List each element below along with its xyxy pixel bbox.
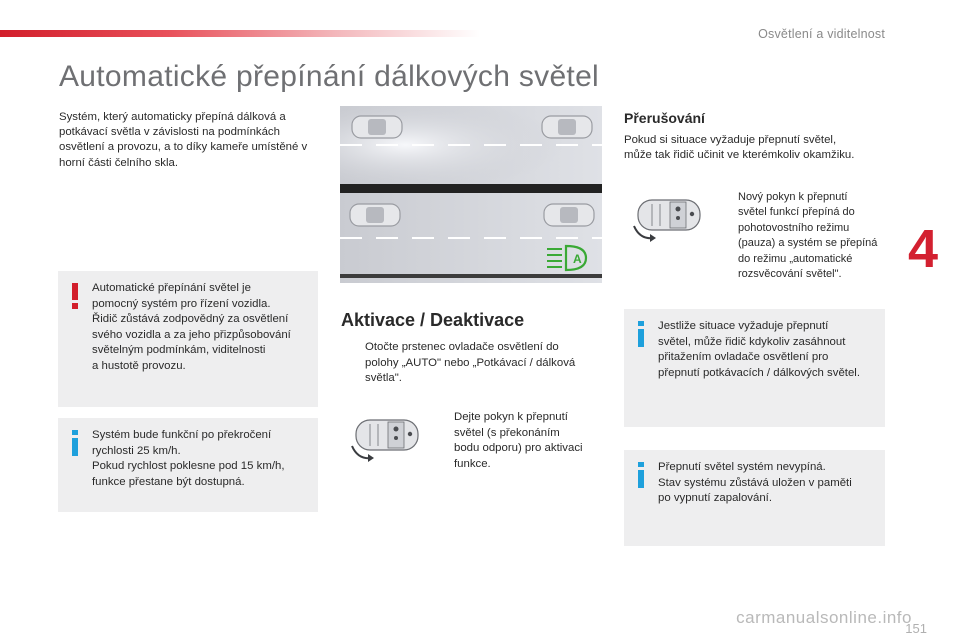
interruption-intro: Pokud si situace vyžaduje přepnutí světel, může tak řidič učinit ve kterémkoliv okamžiku. [624,134,855,162]
warning-note [58,271,318,407]
override-info-text: Jestliže situace vyžaduje přepnutí světel, může řidič kdykoliv zasáhnout přitažením ovladače osvětlení pro přepnutí potkávacích / dálkových světel. [658,320,860,379]
page-number: 151 [905,621,927,636]
info-icon [638,321,644,347]
activation-step-1: Otočte prstenec ovladače osvětlení do polohy „AUTO" nebo „Potkávací / dálková světla". [365,341,576,385]
svg-text:A: A [573,252,582,266]
info-icon [638,462,644,488]
page-title: Automatické přepínání dálkových světel [59,60,600,93]
light-stalk-illustration [630,196,704,244]
speed-info-note [58,418,318,512]
info-icon [72,430,78,456]
interruption-heading: Přerušování [624,110,705,126]
car-shape [542,116,592,138]
car-shape [352,116,402,138]
memory-info-text: Přepnutí světel systém nevypíná. Stav systému zůstává uložen v paměti po vypnutí zapalování. [658,461,852,505]
exclamation-icon [72,283,78,309]
chapter-number: 4 [907,219,938,279]
interruption-step: Nový pokyn k přepnutí světel funkcí přepíná do pohotovostního režimu (pauza) a systém se přepíná do režimu „automatické rozsvěcování světel". [738,191,878,281]
activation-heading: Aktivace / Deaktivace [341,310,525,330]
road-illustration [340,106,602,284]
car-shape [544,204,594,226]
memory-info-note [624,450,885,546]
override-info-note [624,309,885,427]
activation-step-2: Dejte pokyn k přepnutí světel (s překonáním bodu odporu) pro aktivaci funkce. [454,411,583,470]
light-stalk-illustration [348,416,422,464]
warning-note-text: Automatické přepínání světel je pomocný systém pro řízení vozidla. Řidič zůstává zodpovědný za osvětlení svého vozidla a za jeho přizpůsobování světelným podmínkám, viditelnosti a hustotě provozu. [92,282,291,372]
watermark: carmanualsonline.info [736,608,912,627]
header-accent-bar [0,30,480,37]
speed-info-text: Systém bude funkční po překročení rychlosti 25 km/h. Pokud rychlost poklesne pod 15 km/h, funkce přestane být dostupná. [92,429,285,488]
intro-paragraph: Systém, který automaticky přepíná dálková a potkávací světla v závislosti na podmínkách osvětlení a provozu, a to díky kameře umístěné v horní části čelního skla. [59,111,308,169]
chapter-title: Osvětlení a viditelnost [758,27,885,41]
car-shape [350,204,400,226]
